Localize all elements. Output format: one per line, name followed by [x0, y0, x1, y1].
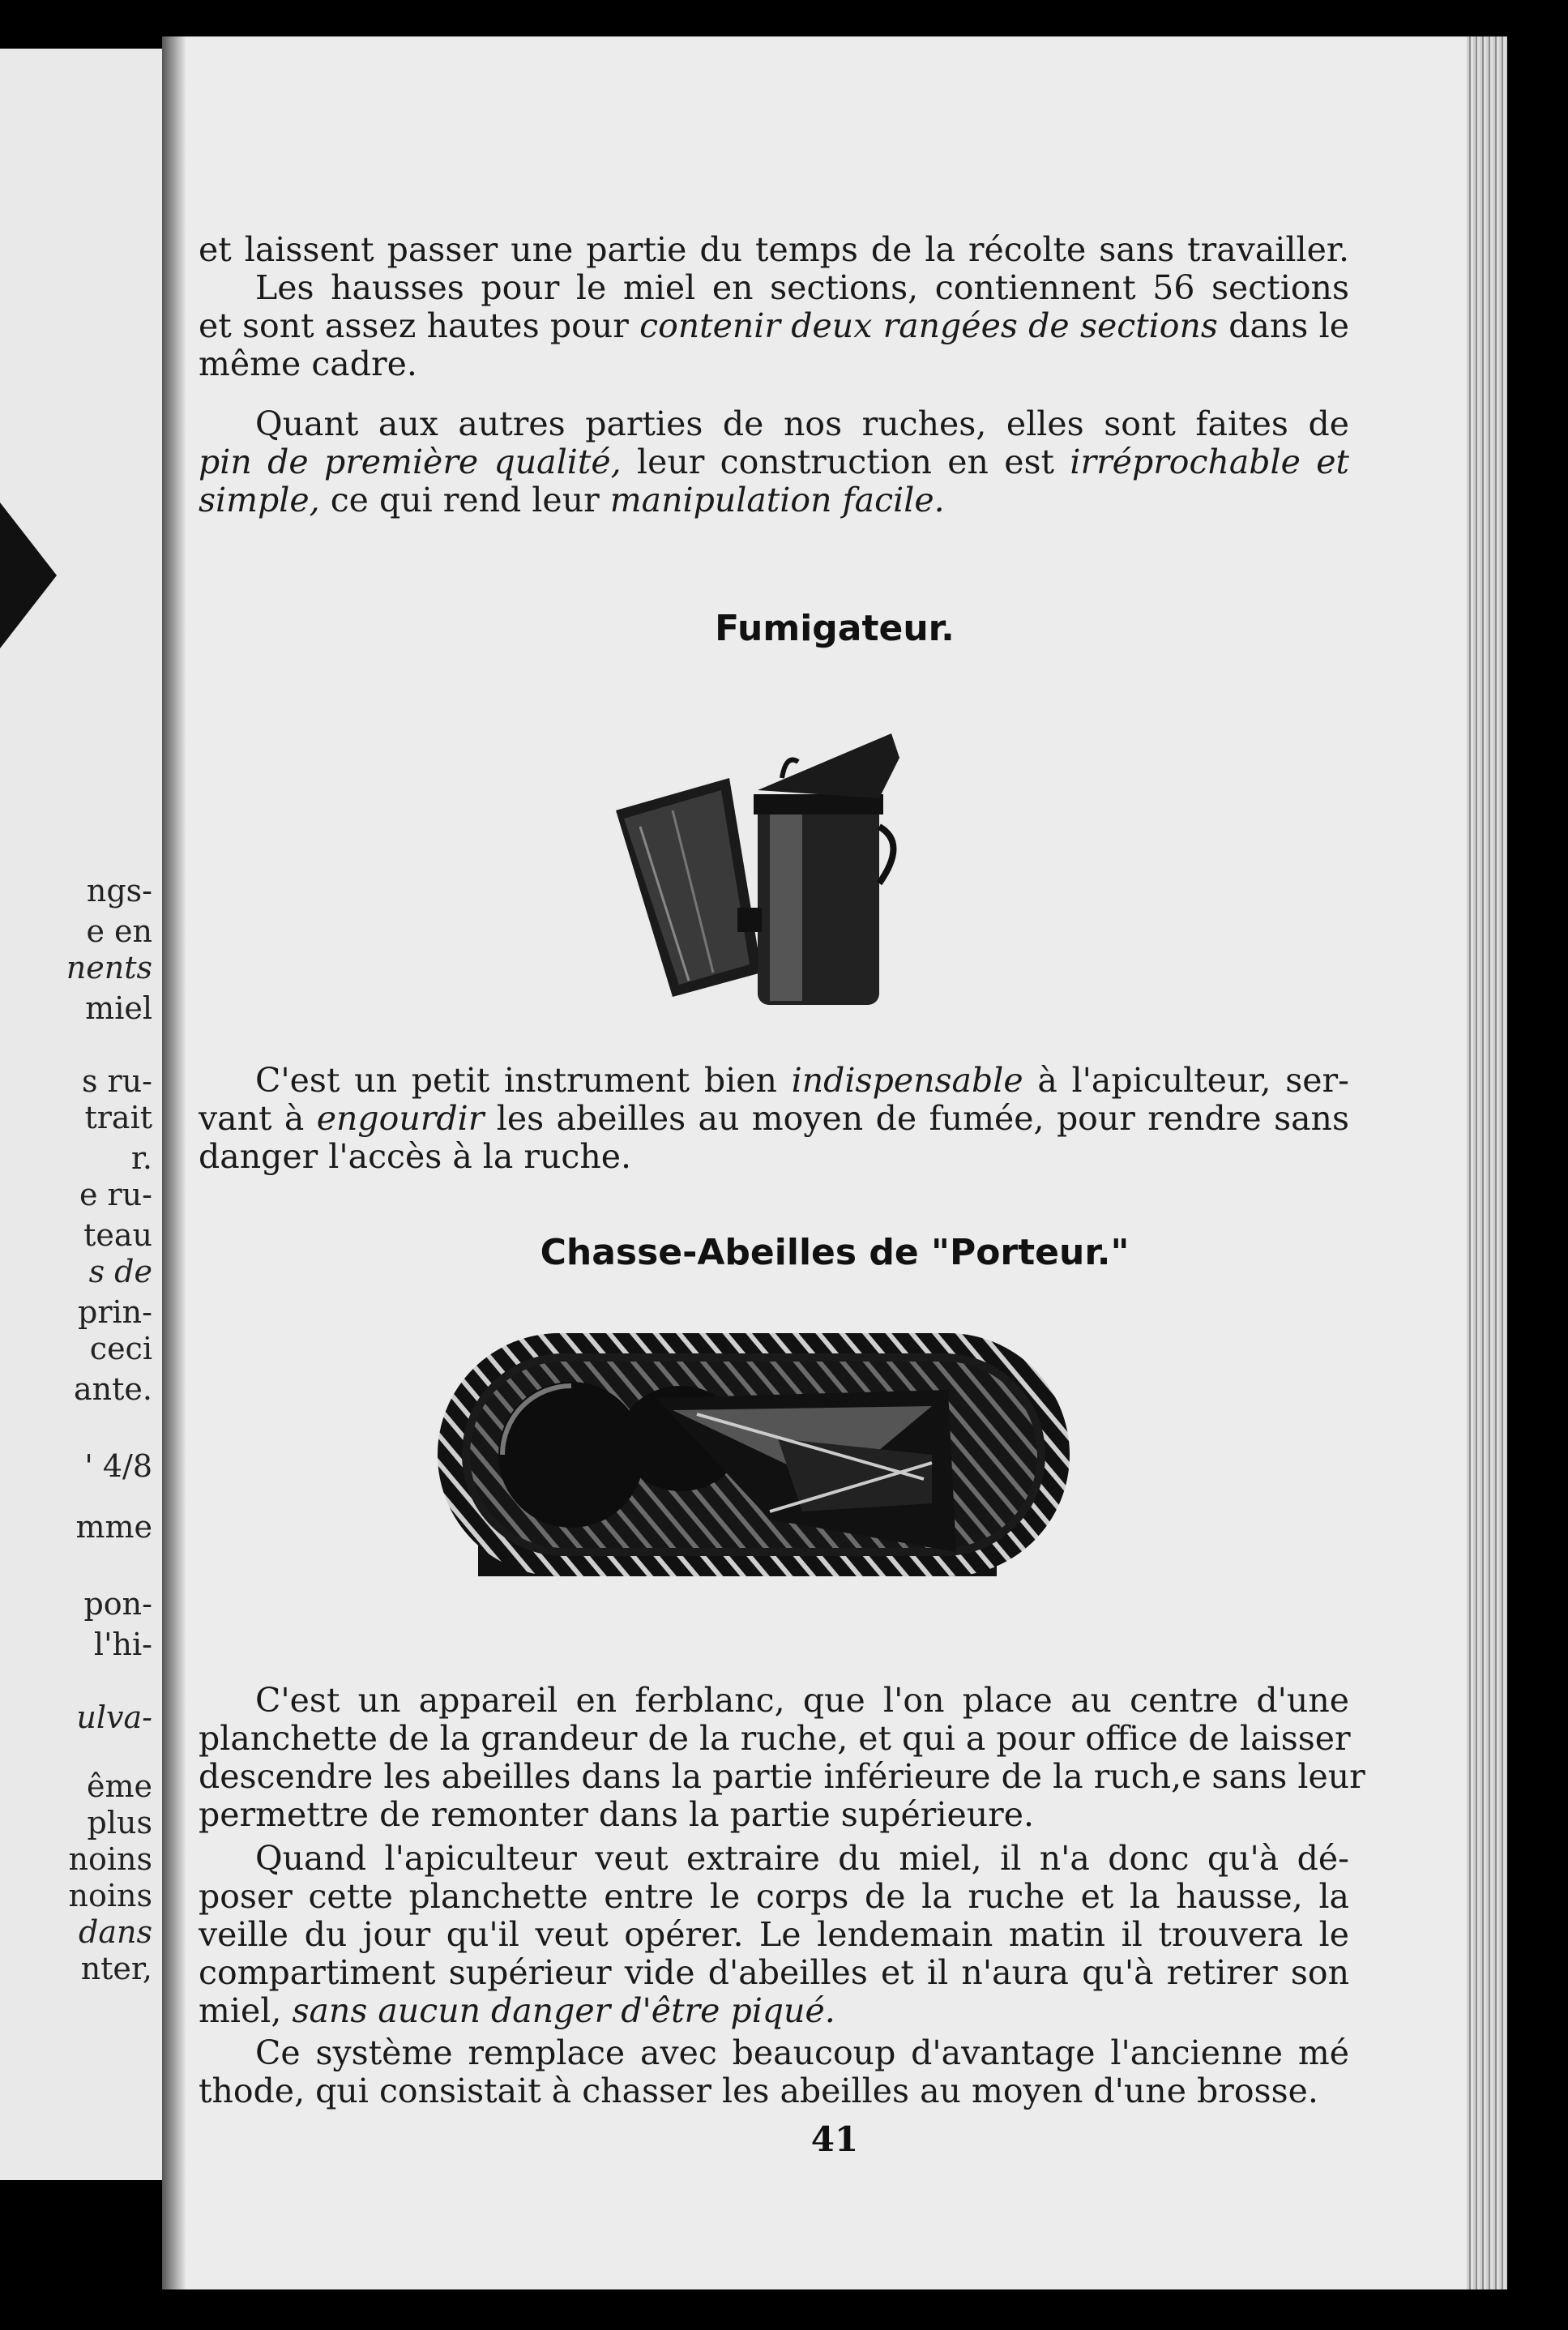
text-line: thode, qui consistait à chasser les abeilles au moyen d'une brosse.	[199, 2071, 1318, 2110]
prev-page-text-fragment: plus	[87, 1805, 152, 1840]
text-line	[199, 481, 1349, 519]
text-line: Quand l'apiculteur veut extraire du miel, il n'a donc qu'à dé-	[255, 1839, 1349, 1878]
prev-page-text-fragment: trait	[84, 1100, 152, 1135]
text-line	[199, 1100, 1349, 1138]
text-run: vant à	[199, 1099, 317, 1138]
text-line: descendre les abeilles dans la partie inférieure de la ruch,e sans leur	[199, 1757, 1365, 1796]
italic-text: engourdir	[316, 1099, 485, 1138]
prev-page-text-fragment: noins	[68, 1841, 152, 1877]
page-number: 41	[810, 2119, 859, 2159]
text-line	[199, 443, 1349, 481]
paragraph-chasse-description	[199, 1681, 1365, 1834]
text-line: permettre de remonter dans la partie supérieure.	[199, 1795, 1035, 1834]
text-line: Ce système remplace avec beaucoup d'avantage l'ancienne mé	[255, 2033, 1349, 2072]
italic-text: contenir deux rangées de sections	[639, 306, 1218, 345]
text-line	[199, 1992, 1349, 2030]
prev-page-text-fragment: ceci	[89, 1331, 152, 1366]
prev-page-text-fragment: ante.	[74, 1371, 152, 1407]
prev-page-text-fragment: noins	[68, 1878, 152, 1913]
prev-page-text-fragment: ' 4/8	[84, 1448, 152, 1484]
heading-fumigateur: Fumigateur.	[715, 608, 955, 649]
italic-text: simple,	[199, 481, 320, 519]
text-line: C'est un appareil en ferblanc, que l'on place au centre d'une	[255, 1681, 1349, 1720]
paragraph-chasse-systeme	[199, 2034, 1349, 2110]
prev-page-text-fragment: ulva-	[76, 1699, 152, 1735]
prev-page-text-fragment: s ru-	[81, 1063, 152, 1099]
prev-page-text-fragment: s de	[88, 1254, 152, 1289]
prev-page-text-fragment: nter,	[80, 1951, 152, 1986]
text-line: compartiment supérieur vide d'abeilles et il n'aura qu'à retirer son	[199, 1953, 1349, 1992]
prev-page-text-fragment: pon-	[83, 1586, 152, 1622]
text-run: ce qui rend leur	[319, 481, 610, 519]
text-line: Quant aux autres parties de nos ruches, elles sont faites de	[255, 404, 1349, 443]
paragraph-hausses	[199, 231, 1349, 383]
prev-page-text-fragment: e ru-	[79, 1177, 152, 1212]
text-line: Les hausses pour le miel en sections, contiennent 56 sections	[255, 268, 1349, 307]
prev-page-text-fragment: r.	[130, 1140, 152, 1176]
italic-text: manipulation facile.	[609, 481, 945, 519]
heading-chasse-abeilles: Chasse-Abeilles de "Porteur."	[540, 1232, 1130, 1273]
italic-text: irréprochable et	[1070, 442, 1349, 481]
text-line: et laissent passer une partie du temps de la récolte sans travailler.	[199, 230, 1349, 269]
prev-page-text-fragment: ngs-	[86, 873, 152, 908]
italic-text: sans aucun danger d'être piqué.	[292, 1991, 835, 2030]
paragraph-parties	[199, 405, 1349, 519]
text-line: planchette de la grandeur de la ruche, et qui a pour office de laisser	[199, 1719, 1351, 1758]
bee-escape-illustration	[429, 1317, 1078, 1625]
italic-text: indispensable	[791, 1061, 1023, 1100]
prev-page-text-fragment: ême	[86, 1768, 152, 1804]
text-line: veille du jour qu'il veut opérer. Le lendemain matin il trouvera le	[199, 1915, 1349, 1954]
text-line: même cadre.	[199, 344, 417, 383]
prev-page-text-fragment: nents	[66, 950, 152, 985]
previous-page-fragment	[0, 49, 162, 2180]
text-run: à l'apiculteur, ser-	[1023, 1061, 1349, 1100]
text-line: danger l'accès à la ruche.	[199, 1137, 632, 1176]
smoker-illustration	[608, 721, 916, 1045]
prev-page-text-fragment: e en	[86, 913, 152, 949]
text-line: poser cette planchette entre le corps de la ruche et la hausse, la	[199, 1877, 1349, 1916]
italic-text: pin de première qualité,	[199, 442, 622, 481]
text-line: et sont assez hautes pour contenir deux rangées de sections dans le	[199, 306, 1350, 345]
text-run: les abeilles au moyen de fumée, pour rendre sans	[484, 1099, 1349, 1138]
spine-shadow	[162, 36, 186, 2289]
text-run: miel,	[199, 1991, 293, 2030]
prev-page-text-fragment: dans	[79, 1914, 152, 1950]
paragraph-fumigateur	[199, 1062, 1349, 1176]
paragraph-chasse-usage	[199, 1840, 1349, 2030]
prev-page-text-fragment: mme	[75, 1509, 152, 1545]
prev-page-text-fragment: teau	[83, 1217, 152, 1253]
prev-page-text-fragment: l'hi-	[93, 1627, 152, 1662]
book-page	[162, 36, 1507, 2289]
page-edge	[1467, 36, 1507, 2289]
text-run: leur construction en est	[621, 442, 1070, 481]
illustration-fragment	[0, 502, 57, 648]
prev-page-text-fragment: miel	[85, 990, 152, 1026]
prev-page-text-fragment: prin-	[78, 1294, 152, 1330]
text-run: C'est un petit instrument bien	[255, 1061, 792, 1100]
text-line	[199, 1062, 1349, 1100]
